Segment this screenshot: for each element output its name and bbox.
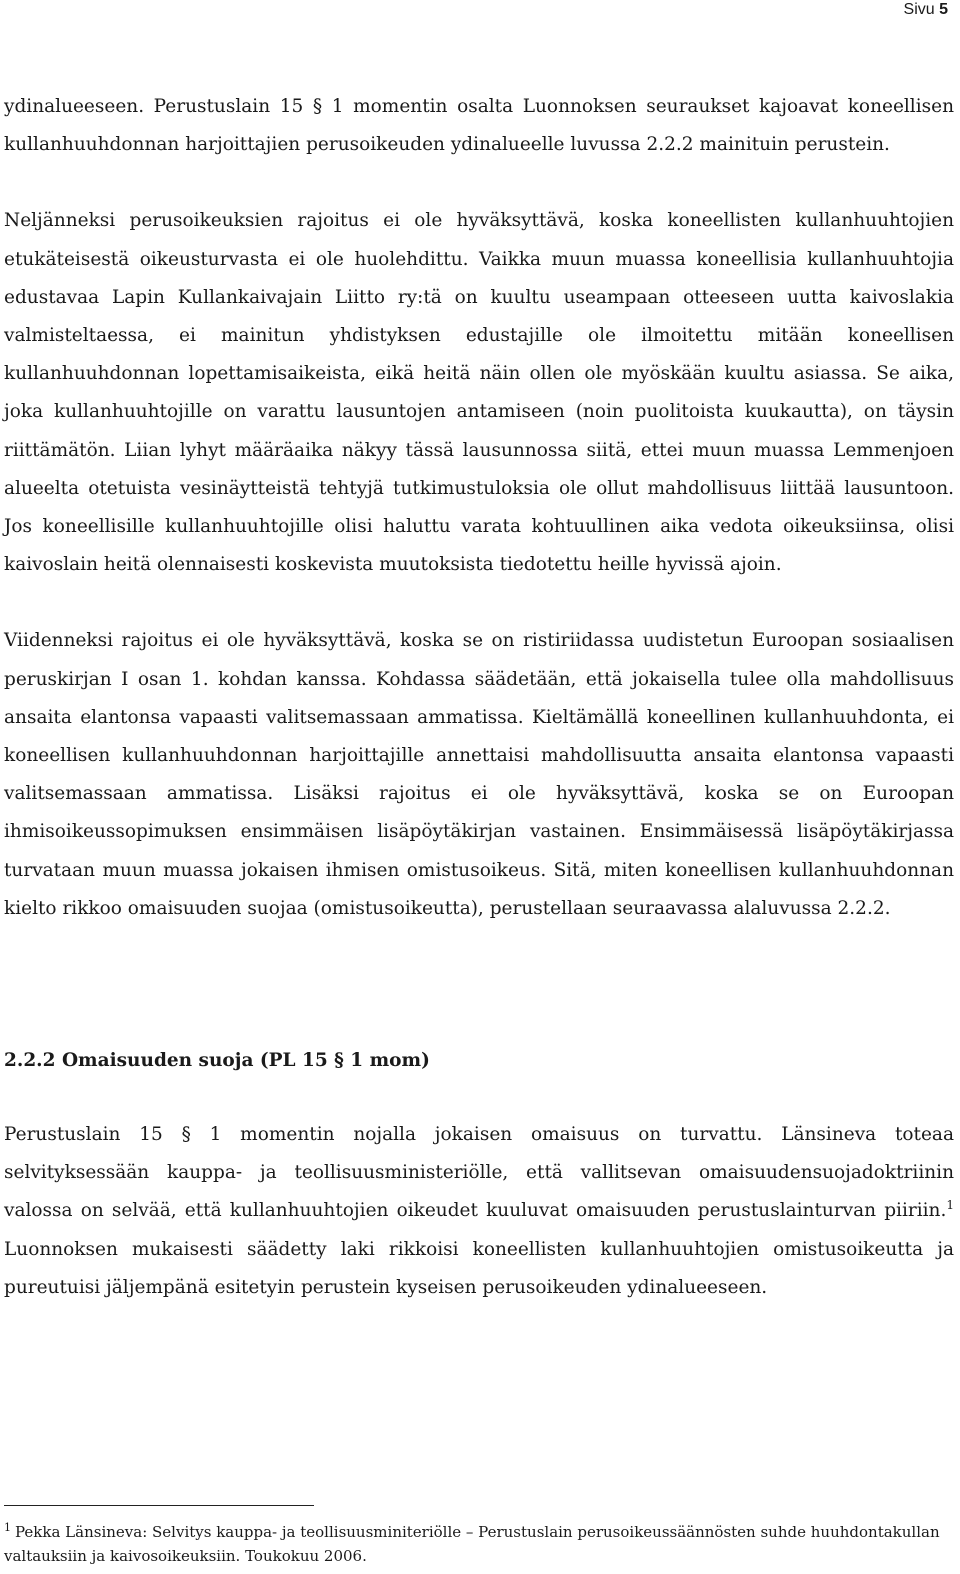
paragraph-1: ydinalueeseen. Perustuslain 15 § 1 momentin osalta Luonnoksen seuraukset kajoavat koneellisen kullanhuuhdonnan harjoittajien perusoikeuden ydinalueelle luvussa 2.2.2 mainituin perustein.	[4, 96, 954, 156]
footnote-number: 1	[4, 1521, 11, 1534]
section-heading: 2.2.2 Omaisuuden suoja (PL 15 § 1 mom)	[4, 1050, 430, 1072]
document-body	[4, 88, 954, 1307]
paragraph-3: Viidenneksi rajoitus ei ole hyväksyttävä, koska se on ristiriidassa uudistetun Euroopan sosiaalisen peruskirjan I osan 1. kohdan kanssa. Kohdassa säädetään, että jokaisella tulee olla mahdollisuus ansaita elantonsa vapaasti valitsemassaan ammatissa. Kieltämällä koneellinen kullanhuuhdonta, ei koneellisen kullanhuuhdonnan harjoittajille annettaisi mahdollisuutta ansaita elantonsa vapaasti valitsemassaan ammatissa. Lisäksi rajoitus ei ole hyväksyttävä, koska se on Euroopan ihmisoikeussopimuksen ensimmäisen lisäpöytäkirjan vastainen. Ensimmäisessä lisäpöytäkirjassa turvataan muun muassa jokaisen ihmisen omistusoikeus. Sitä, miten koneellisen kullanhuuhdonnan kielto rikkoo omaisuuden suojaa (omistusoikeutta), perustellaan seuraavassa alaluvussa 2.2.2.	[4, 630, 954, 919]
page-label: Sivu	[903, 1, 935, 18]
paragraph-2: Neljänneksi perusoikeuksien rajoitus ei ole hyväksyttävä, koska koneellisten kullanhuuhtojien etukäteisestä oikeusturvasta ei ole huolehdittu. Vaikka muun muassa koneellisia kullanhuuhtojia edustavaa Lapin Kullankaivajain Liitto ry:tä on kuultu useampaan otteeseen uutta kaivoslakia valmisteltaessa, ei mainitun yhdistyksen edustajille ole ilmoitettu mitään koneellisen kullanhuuhdonnan lopettamisaikeista, eikä heitä näin ollen ole myöskään kuultu asiassa. Se aika, joka kullanhuuhtojille on varattu lausuntojen antamiseen (noin puolitoista kuukautta), on täysin riittämätön. Liian lyhyt määräaika näkyy tässä lausunnossa siitä, ettei muun muassa Lemmenjoen alueelta otetuista vesinäytteistä tehtyjä tutkimustuloksia ole ollut mahdollisuus liittää lausuntoon. Jos koneellisille kullanhuuhtojille olisi haluttu varata kohtuullinen aika vedota oikeuksiinsa, olisi kaivoslain heitä olennaisesti koskevista muutoksista tiedotettu heille hyvissä ajoin.	[4, 210, 954, 576]
section-paragraph	[4, 1116, 954, 1307]
page-number-header	[904, 0, 948, 20]
footnote-text: Pekka Länsineva: Selvitys kauppa- ja teollisuusminiteriölle – Perustuslain perusoikeussäännösten suhde huuhdontakullan valtauksiin ja kaivosoikeuksiin. Toukokuu 2006.	[4, 1523, 940, 1565]
footnote-divider	[4, 1505, 314, 1506]
footnote-reference[interactable]: 1	[946, 1198, 954, 1213]
footnote	[4, 1520, 954, 1568]
section-text-part-1: Perustuslain 15 § 1 momentin nojalla jokaisen omaisuus on turvattu. Länsineva toteaa selvityksessään kauppa- ja teollisuusministeriölle, että vallitsevan omaisuudensuojadoktriinin valossa on selvää, että kullanhuuhtojien oikeudet kuuluvat omaisuuden perustuslainturvan piiriin.	[4, 1124, 954, 1222]
page-number: 5	[939, 1, 948, 18]
section-text-part-2: Luonnoksen mukaisesti säädetty laki rikkoisi koneellisten kullanhuuhtojien omistusoikeutta ja pureutuisi jäljempänä esitetyin perustein kyseisen perusoikeuden ydinalueeseen.	[4, 1238, 954, 1298]
